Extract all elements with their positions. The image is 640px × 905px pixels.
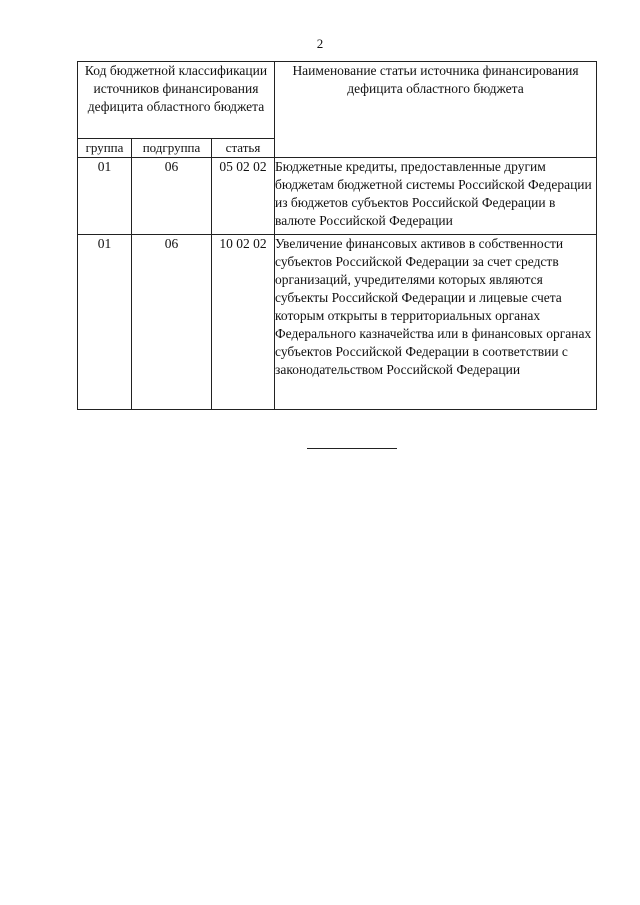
table-header-row [78,62,597,139]
article-cell: 05 02 02 [212,158,275,235]
item-name-cell: Бюджетные кредиты, предоставленные другим бюджетам бюджетной системы Российской Федерации из бюджетов субъектов Российской Федерации в валюте Российской Федерации [275,158,597,235]
subgroup-subheader: подгруппа [132,139,212,158]
name-column-header: Наименование статьи источника финансирования дефицита областного бюджета [275,62,597,158]
article-subheader: статья [212,139,275,158]
article-cell: 10 02 02 [212,235,275,410]
page-number: 2 [316,36,324,51]
subgroup-cell: 06 [132,158,212,235]
budget-sources-table [77,61,597,410]
table-row [78,235,597,410]
table-row [78,158,597,235]
group-cell: 01 [78,235,132,410]
group-subheader: группа [78,139,132,158]
subgroup-cell: 06 [132,235,212,410]
footer-divider [307,448,397,449]
group-cell: 01 [78,158,132,235]
code-column-header: Код бюджетной классификации источников финансирования дефицита областного бюджета [78,62,275,139]
item-name-cell: Увеличение финансовых активов в собственности субъектов Российской Федерации за счет средств организаций, учредителями которых являются субъекты Российской Федерации и лицевые счета которым открыты в территориальных органах Федерального казначейства или в финансовых органах субъектов Российской Федерации в соответствии с законодательством Российской Федерации [275,235,597,410]
